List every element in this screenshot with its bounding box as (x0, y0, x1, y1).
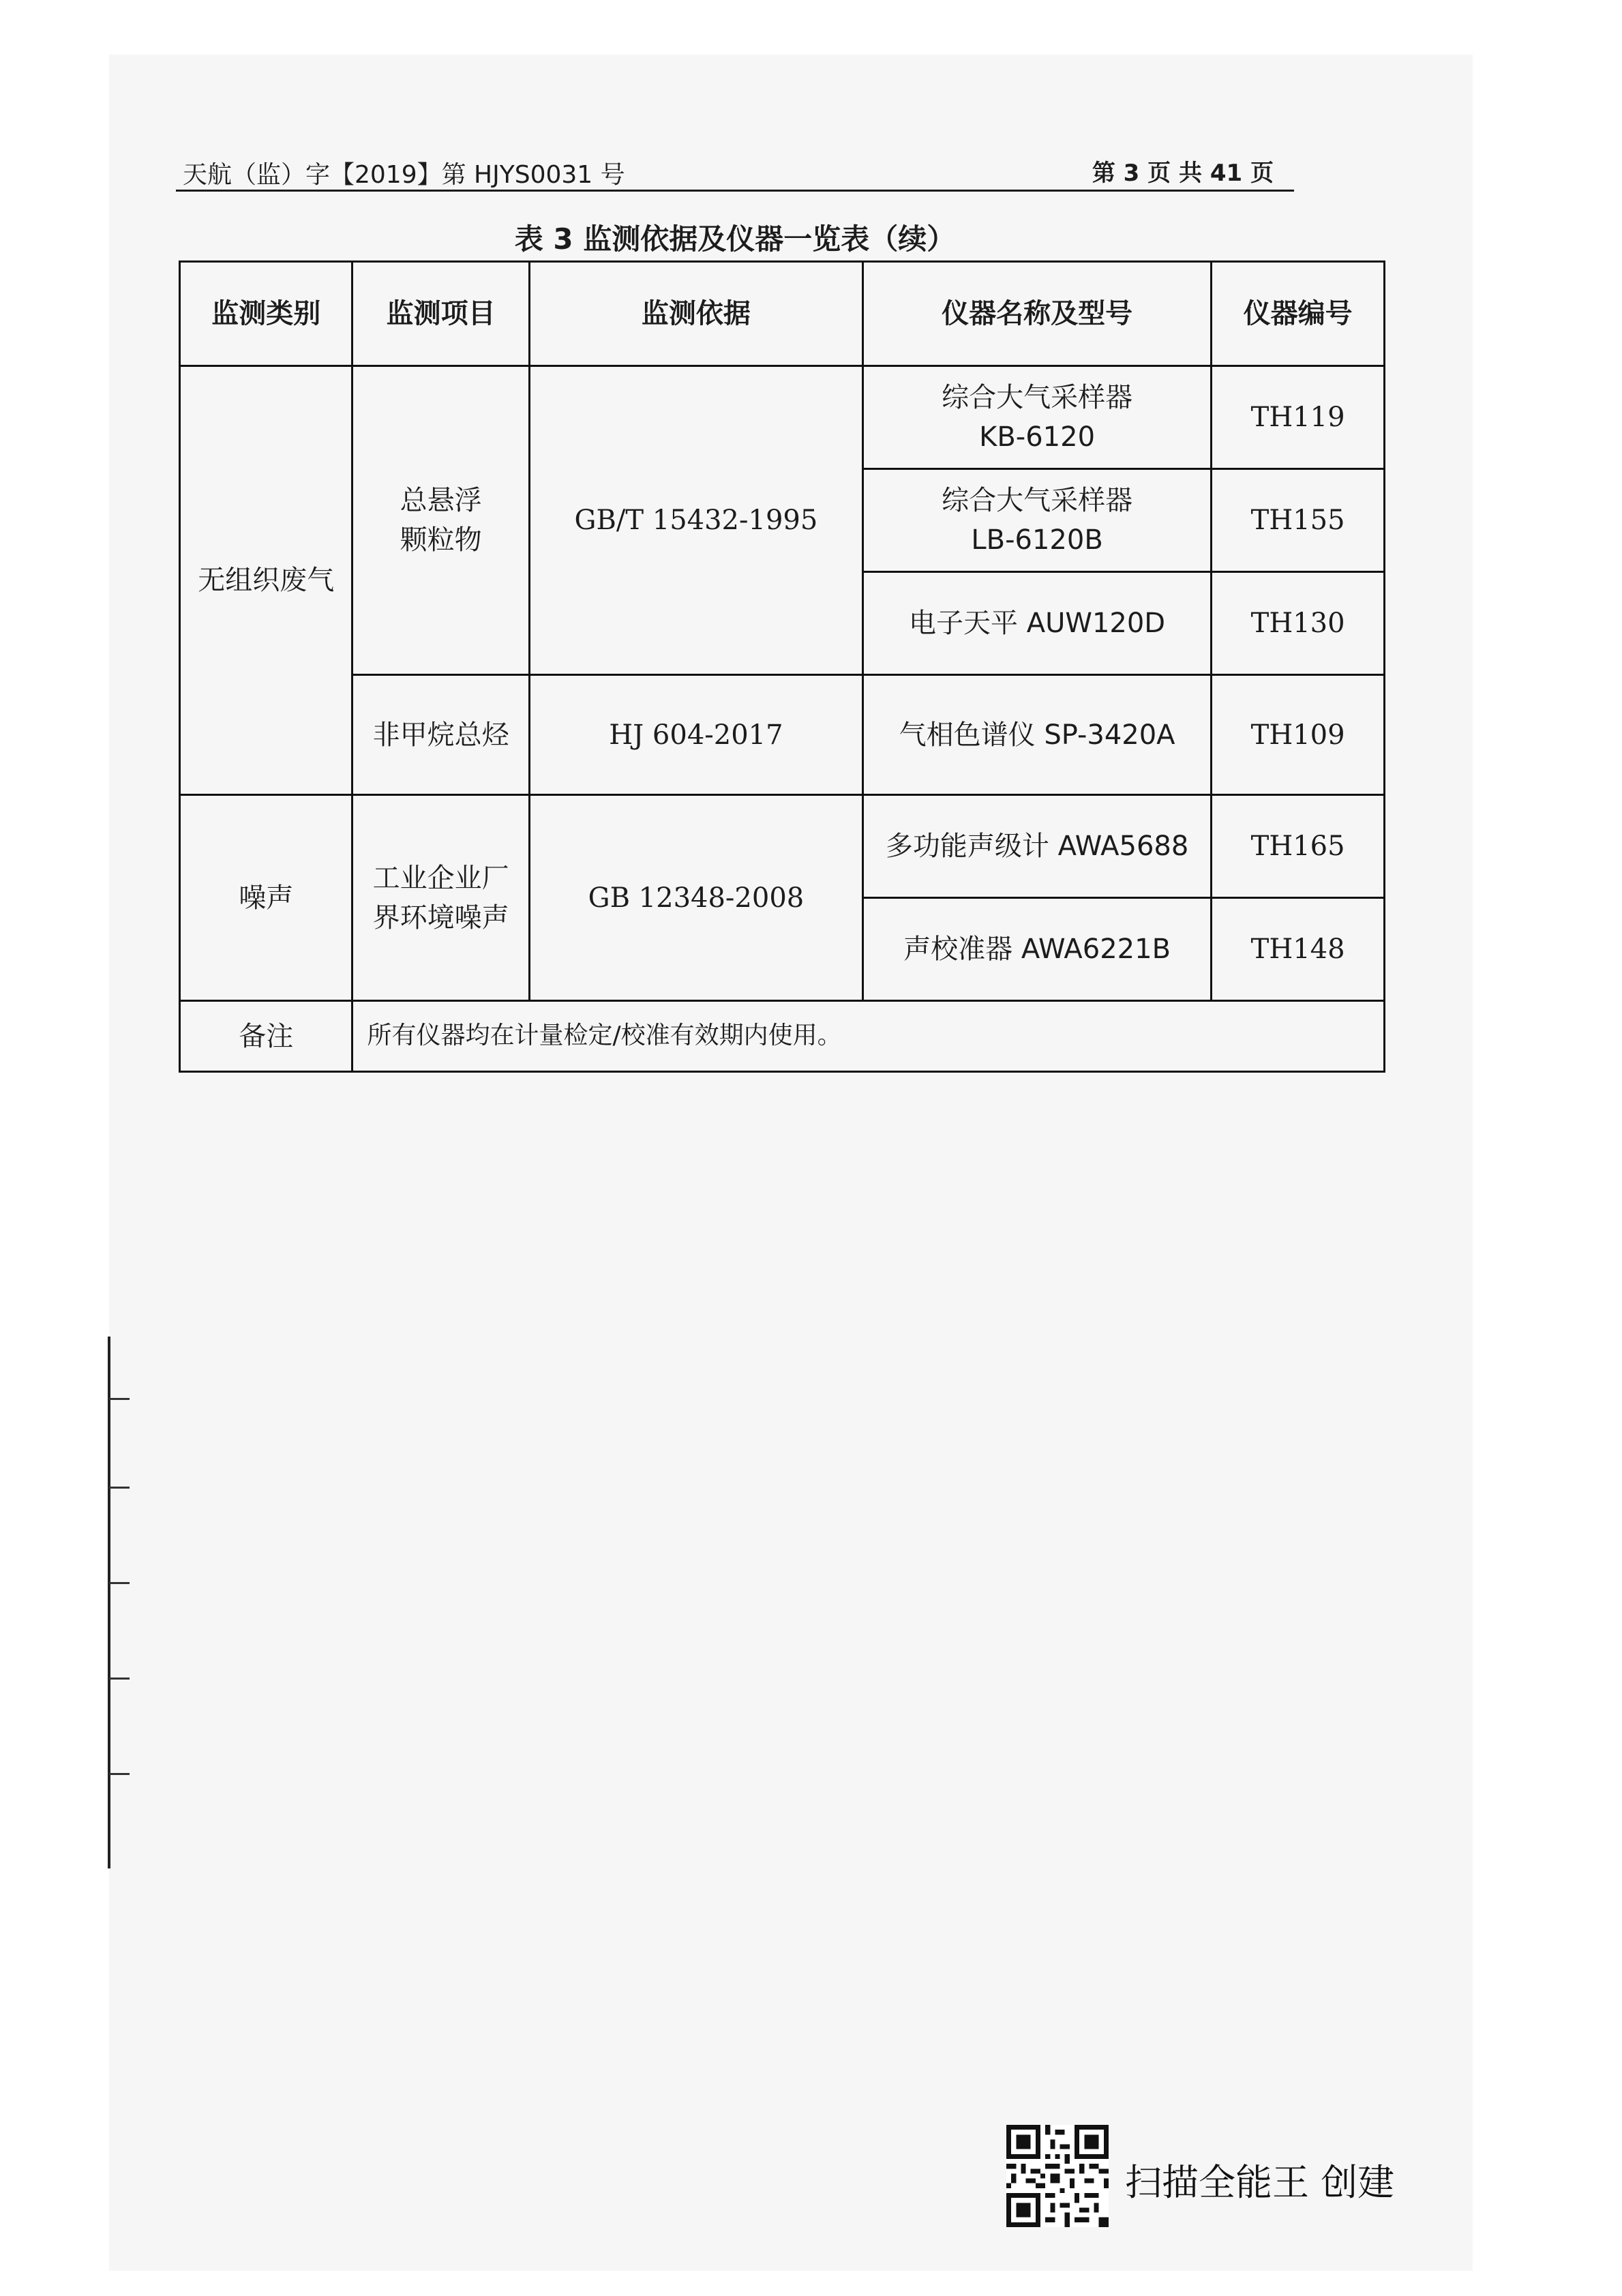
instrument-cell: 电子天平 AUW120D (862, 572, 1211, 675)
item-line: 总悬浮 (400, 485, 482, 516)
table-row (180, 795, 1385, 898)
item-cell (352, 795, 529, 1001)
code-cell: TH148 (1212, 898, 1385, 1001)
col-header-code: 仪器编号 (1212, 262, 1385, 366)
basis-cell: GB 12348-2008 (529, 795, 862, 1001)
code-cell: TH165 (1212, 795, 1385, 898)
table-row (180, 366, 1385, 469)
basis-cell: GB/T 15432-1995 (529, 366, 862, 675)
code-cell: TH155 (1212, 469, 1385, 572)
page-info: 第 3 页 共 41 页 (1092, 160, 1274, 187)
margin-tick (109, 1582, 130, 1584)
margin-tick (109, 1773, 130, 1775)
margin-tick (109, 1487, 130, 1489)
instrument-name: 综合大气采样器 (942, 382, 1133, 413)
instrument-cell (862, 366, 1211, 469)
scan-edge-line (108, 1337, 110, 1868)
instrument-cell: 声校准器 AWA6221B (862, 898, 1211, 1001)
col-header-item: 监测项目 (352, 262, 529, 366)
table-header-row (180, 262, 1385, 366)
instrument-model: KB-6120 (979, 421, 1096, 453)
item-cell (352, 366, 529, 675)
table-title: 表 3 监测依据及仪器一览表（续） (514, 222, 956, 256)
document-header (176, 151, 1294, 192)
instrument-table (179, 260, 1385, 1073)
col-header-category: 监测类别 (180, 262, 352, 366)
instrument-name: 综合大气采样器 (942, 485, 1133, 516)
instrument-cell: 气相色谱仪 SP-3420A (862, 675, 1211, 795)
scanner-watermark (1006, 2125, 1484, 2234)
item-line: 界环境噪声 (372, 901, 509, 934)
item-line: 颗粒物 (400, 524, 482, 556)
instrument-cell: 多功能声级计 AWA5688 (862, 795, 1211, 898)
col-header-basis: 监测依据 (529, 262, 862, 366)
basis-cell: HJ 604-2017 (529, 675, 862, 795)
code-cell: TH109 (1212, 675, 1385, 795)
table-row (180, 675, 1385, 795)
col-header-instrument: 仪器名称及型号 (862, 262, 1211, 366)
code-cell: TH119 (1212, 366, 1385, 469)
instrument-cell (862, 469, 1211, 572)
category-cell: 无组织废气 (180, 366, 352, 795)
brand-text: 扫描全能王 创建 (1125, 2161, 1395, 2204)
qr-code-icon (1006, 2125, 1109, 2227)
category-cell: 噪声 (180, 795, 352, 1001)
code-cell: TH130 (1212, 572, 1385, 675)
remark-label: 备注 (180, 1001, 352, 1072)
item-cell: 非甲烷总烃 (352, 675, 529, 795)
remark-text: 所有仪器均在计量检定/校准有效期内使用。 (352, 1001, 1385, 1072)
item-line: 工业企业厂 (372, 862, 509, 894)
remark-row (180, 1001, 1385, 1072)
document-number: 天航（监）字【2019】第 HJYS0031 号 (183, 161, 625, 189)
margin-tick (109, 1398, 130, 1400)
instrument-model: LB-6120B (971, 524, 1103, 556)
margin-tick (109, 1678, 130, 1680)
